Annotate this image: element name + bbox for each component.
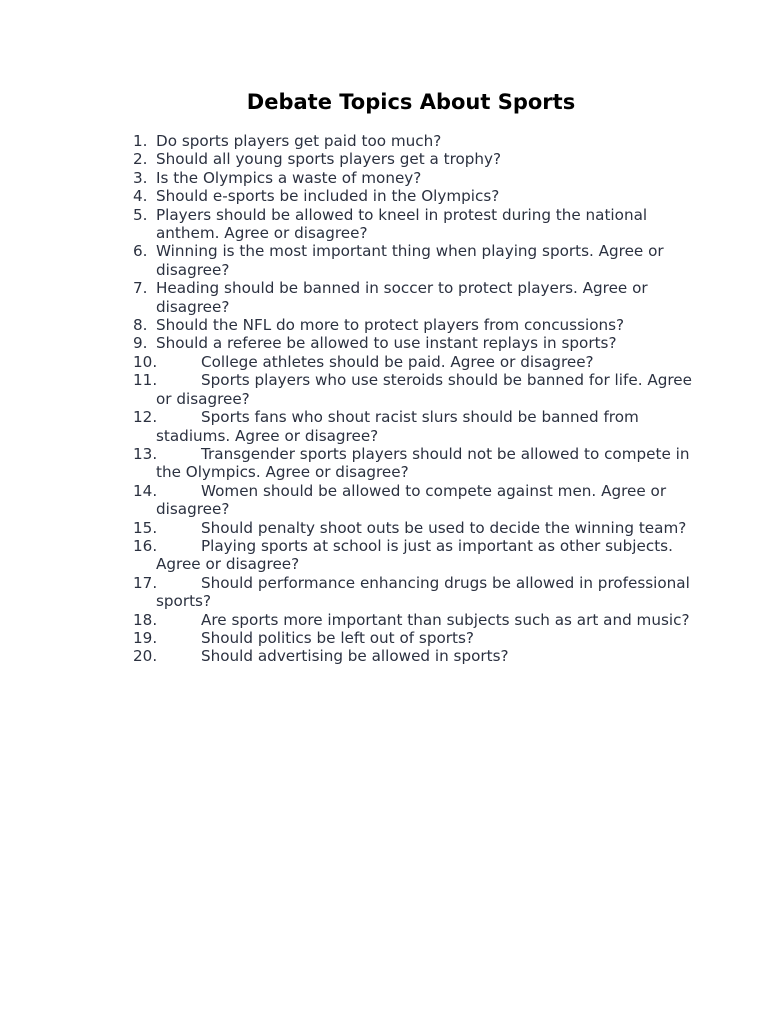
list-item [133,537,708,574]
item-number: 3. [133,168,148,187]
item-number: 9. [133,334,148,353]
item-text: Should the NFL do more to protect players from concussions? [156,316,625,335]
item-number: 17. [133,573,158,592]
item-number: 20. [133,647,158,666]
list-item [133,629,708,647]
item-number: 6. [133,242,148,261]
item-text: Sports fans who shout racist slurs should be banned from stadiums. Agree or disagree? [156,408,639,445]
item-number: 15. [133,518,158,537]
item-number: 12. [133,408,158,427]
list-item [133,408,708,445]
item-number: 4. [133,187,148,206]
item-text: Should all young sports players get a trophy? [156,150,502,169]
list-item [133,187,708,205]
item-text: Women should be allowed to compete against men. Agree or disagree? [156,481,667,519]
item-number: 2. [133,150,148,169]
item-text: Should advertising be allowed in sports? [201,647,509,666]
topic-list [133,132,708,666]
list-item [133,611,708,629]
item-text: Should e-sports be included in the Olympics? [156,187,500,206]
item-text: Are sports more important than subjects such as art and music? [201,610,690,629]
item-text: Should penalty shoot outs be used to decide the winning team? [201,518,687,537]
item-number: 10. [133,352,158,371]
item-text: Should a referee be allowed to use instant replays in sports? [156,334,617,353]
item-number: 1. [133,132,148,150]
list-item [133,169,708,187]
list-item [133,371,708,408]
list-item [133,206,708,243]
item-number: 5. [133,205,148,224]
item-text: Do sports players get paid too much? [156,132,442,150]
list-item [133,647,708,665]
item-number: 11. [133,371,158,390]
item-number: 14. [133,481,158,500]
list-item [133,132,708,150]
list-item [133,279,708,316]
item-text: Playing sports at school is just as important as other subjects. Agree or disagree? [156,536,673,574]
item-text: College athletes should be paid. Agree or disagree? [201,352,594,371]
item-text: Should performance enhancing drugs be allowed in professional sports? [156,573,690,611]
item-number: 16. [133,536,158,555]
list-item [133,334,708,352]
list-item [133,353,708,371]
list-item [133,150,708,168]
item-text: Heading should be banned in soccer to protect players. Agree or disagree? [156,279,648,316]
item-text: Should politics be left out of sports? [201,628,474,647]
item-text: Winning is the most important thing when playing sports. Agree or disagree? [156,242,664,279]
item-number: 18. [133,610,158,629]
item-text: Players should be allowed to kneel in protest during the national anthem. Agree or disagree? [156,205,648,243]
item-number: 8. [133,316,148,335]
list-item [133,519,708,537]
item-text: Sports players who use steroids should be banned for life. Agree or disagree? [156,371,692,408]
item-number: 7. [133,279,148,298]
document-title: Debate Topics About Sports [246,90,576,114]
list-item [133,445,708,482]
list-item [133,242,708,279]
item-text: Is the Olympics a waste of money? [156,168,422,187]
item-text: Transgender sports players should not be allowed to compete in the Olympics. Agree or disagree? [156,444,690,482]
list-item [133,316,708,334]
list-item [133,482,708,519]
item-number: 13. [133,444,158,463]
list-item [133,574,708,611]
item-number: 19. [133,628,158,647]
